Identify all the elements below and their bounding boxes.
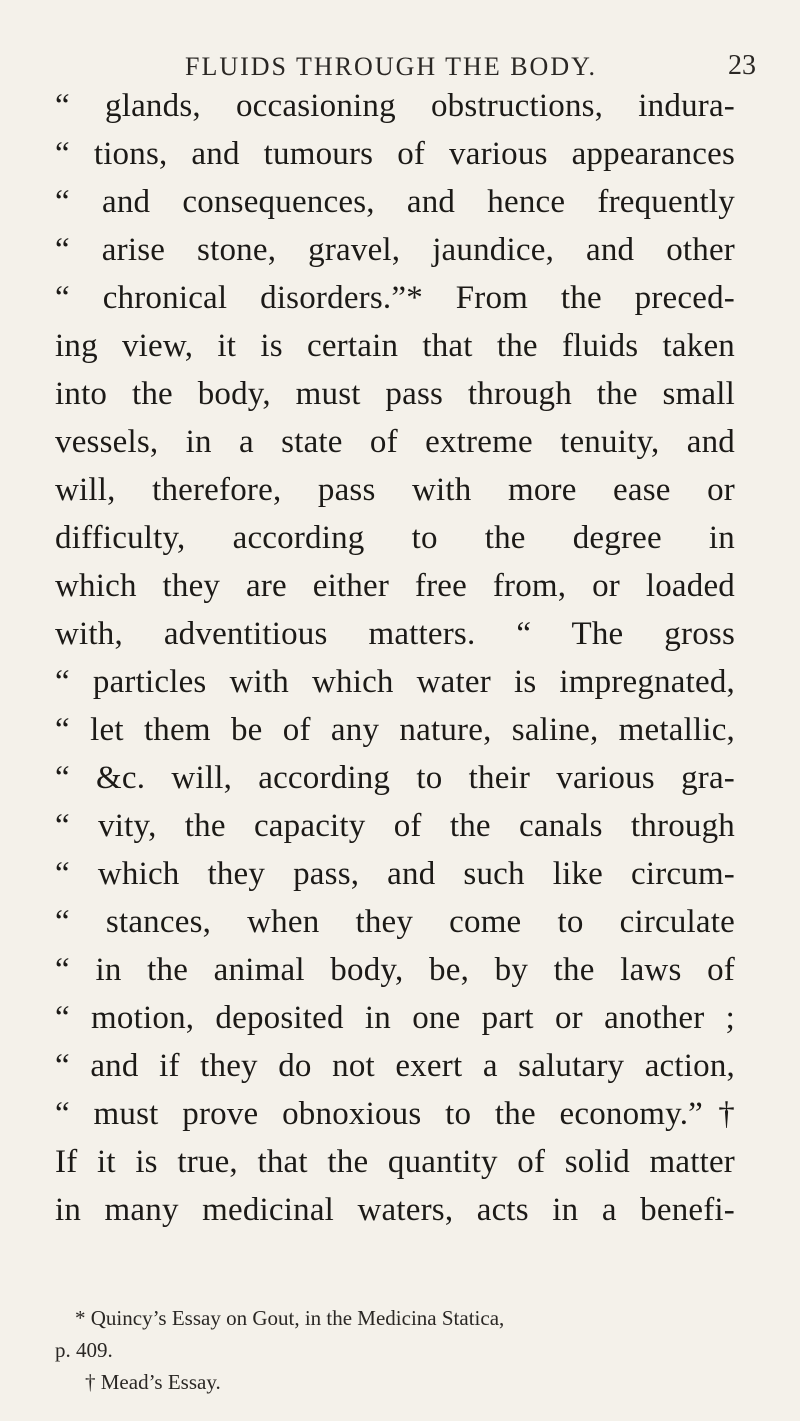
- text-line: ing view, it is certain that the fluids taken: [55, 328, 735, 364]
- text-line: “ let them be of any nature, saline, metallic,: [55, 712, 735, 748]
- text-line: “ tions, and tumours of various appearances: [55, 136, 735, 172]
- running-title: FLUIDS THROUGH THE BODY.: [185, 52, 598, 81]
- page-number: 23: [728, 50, 756, 81]
- text-line: If it is true, that the quantity of solid matter: [55, 1144, 735, 1180]
- text-line: “ must prove obnoxious to the economy.”†: [55, 1096, 735, 1132]
- text-line: “ chronical disorders.”* From the preced-: [55, 280, 735, 316]
- text-line: “ particles with which water is impregnated,: [55, 664, 735, 700]
- body-text: [55, 82, 735, 1234]
- text-line: difficulty, according to the degree in: [55, 520, 735, 556]
- footnote-2: † Mead’s Essay.: [85, 1370, 221, 1394]
- text-line: “ glands, occasioning obstructions, indura-: [55, 88, 735, 124]
- text-line: “ arise stone, gravel, jaundice, and other: [55, 232, 735, 268]
- text-line: will, therefore, pass with more ease or: [55, 472, 735, 508]
- text-line: in many medicinal waters, acts in a benefi-: [55, 1192, 735, 1228]
- text-line: “ in the animal body, be, by the laws of: [55, 952, 735, 988]
- text-line: “ and if they do not exert a salutary action,: [55, 1048, 735, 1084]
- footnote-1: * Quincy’s Essay on Gout, in the Medicina Statica,: [75, 1306, 505, 1330]
- footnote-1-continued: p. 409.: [55, 1338, 113, 1362]
- text-line: vessels, in a state of extreme tenuity, and: [55, 424, 735, 460]
- text-line: which they are either free from, or loaded: [55, 568, 735, 604]
- text-line: “ &c. will, according to their various gra-: [55, 760, 735, 796]
- text-line: “ and consequences, and hence frequently: [55, 184, 735, 220]
- text-line: into the body, must pass through the small: [55, 376, 735, 412]
- text-line: with, adventitious matters. “ The gross: [55, 616, 735, 652]
- text-line: “ which they pass, and such like circum-: [55, 856, 735, 892]
- text-line: “ motion, deposited in one part or another ;: [55, 1000, 735, 1036]
- footnotes: [55, 1302, 735, 1398]
- text-line: “ stances, when they come to circulate: [55, 904, 735, 940]
- text-line: “ vity, the capacity of the canals through: [55, 808, 735, 844]
